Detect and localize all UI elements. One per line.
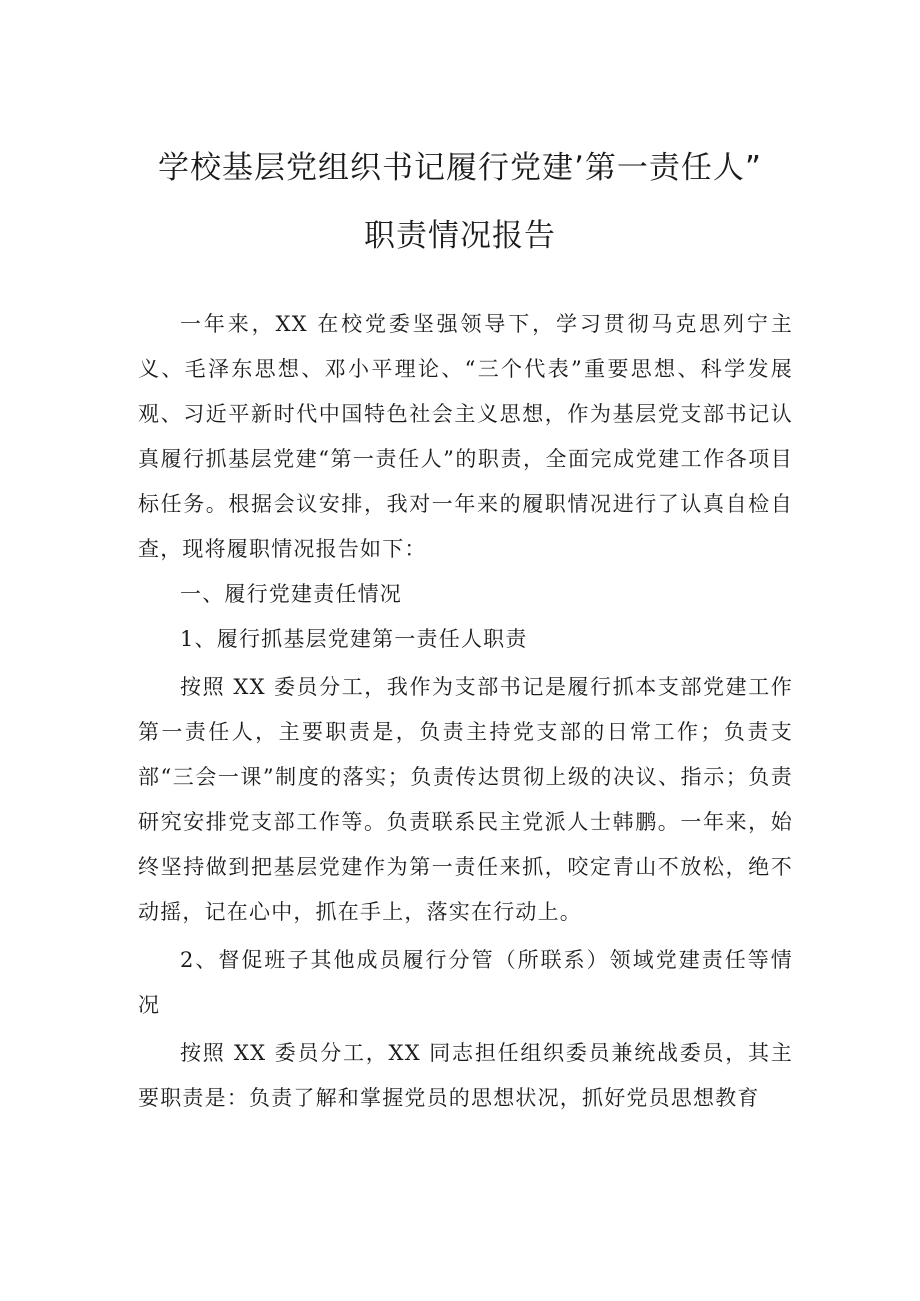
document-title-line1: 学校基层党组织书记履行党建’第一责任人” — [158, 150, 762, 186]
item2-body: 按照 XX 委员分工，XX 同志担任组织委员兼统战委员，其主要职责是：负责了解和掌握党员的思想状况，抓好党员思想教育 — [138, 1041, 793, 1110]
document-title-line2: 职责情况报告 — [364, 218, 556, 254]
item1-title: 1、履行抓基层党建第一责任人职责 — [180, 627, 528, 651]
section-heading: 一、履行党建责任情况 — [180, 582, 402, 606]
item2-title: 2、督促班子其他成员履行分管（所联系）领域党建责任等情况 — [138, 948, 793, 1017]
document-body — [138, 302, 793, 1121]
intro-paragraph: 一年来，XX 在校党委坚强领导下，学习贯彻马克思列宁主义、毛泽东思想、邓小平理论、“三个代表”重要思想、科学发展观、习近平新时代中国特色社会主义思想，作为基层党支部书记认真履行抓基层党建“第一责任人”的职责，全面完成党建工作各项目标任务。根据会议安排，我对一年来的履职情况进行了认真自检自查，现将履职情况报告如下： — [138, 312, 793, 561]
item1-body: 按照 XX 委员分工，我作为支部书记是履行抓本支部党建工作第一责任人，主要职责是，负责主持党支部的日常工作；负责支部“三会一课”制度的落实；负责传达贯彻上级的决议、指示；负责研究安排党支部工作等。负责联系民主党派人士韩鹏。一年来，始终坚持做到把基层党建作为第一责任来抓，咬定青山不放松，绝不动摇，记在心中，抓在手上，落实在行动上。 — [138, 675, 793, 924]
